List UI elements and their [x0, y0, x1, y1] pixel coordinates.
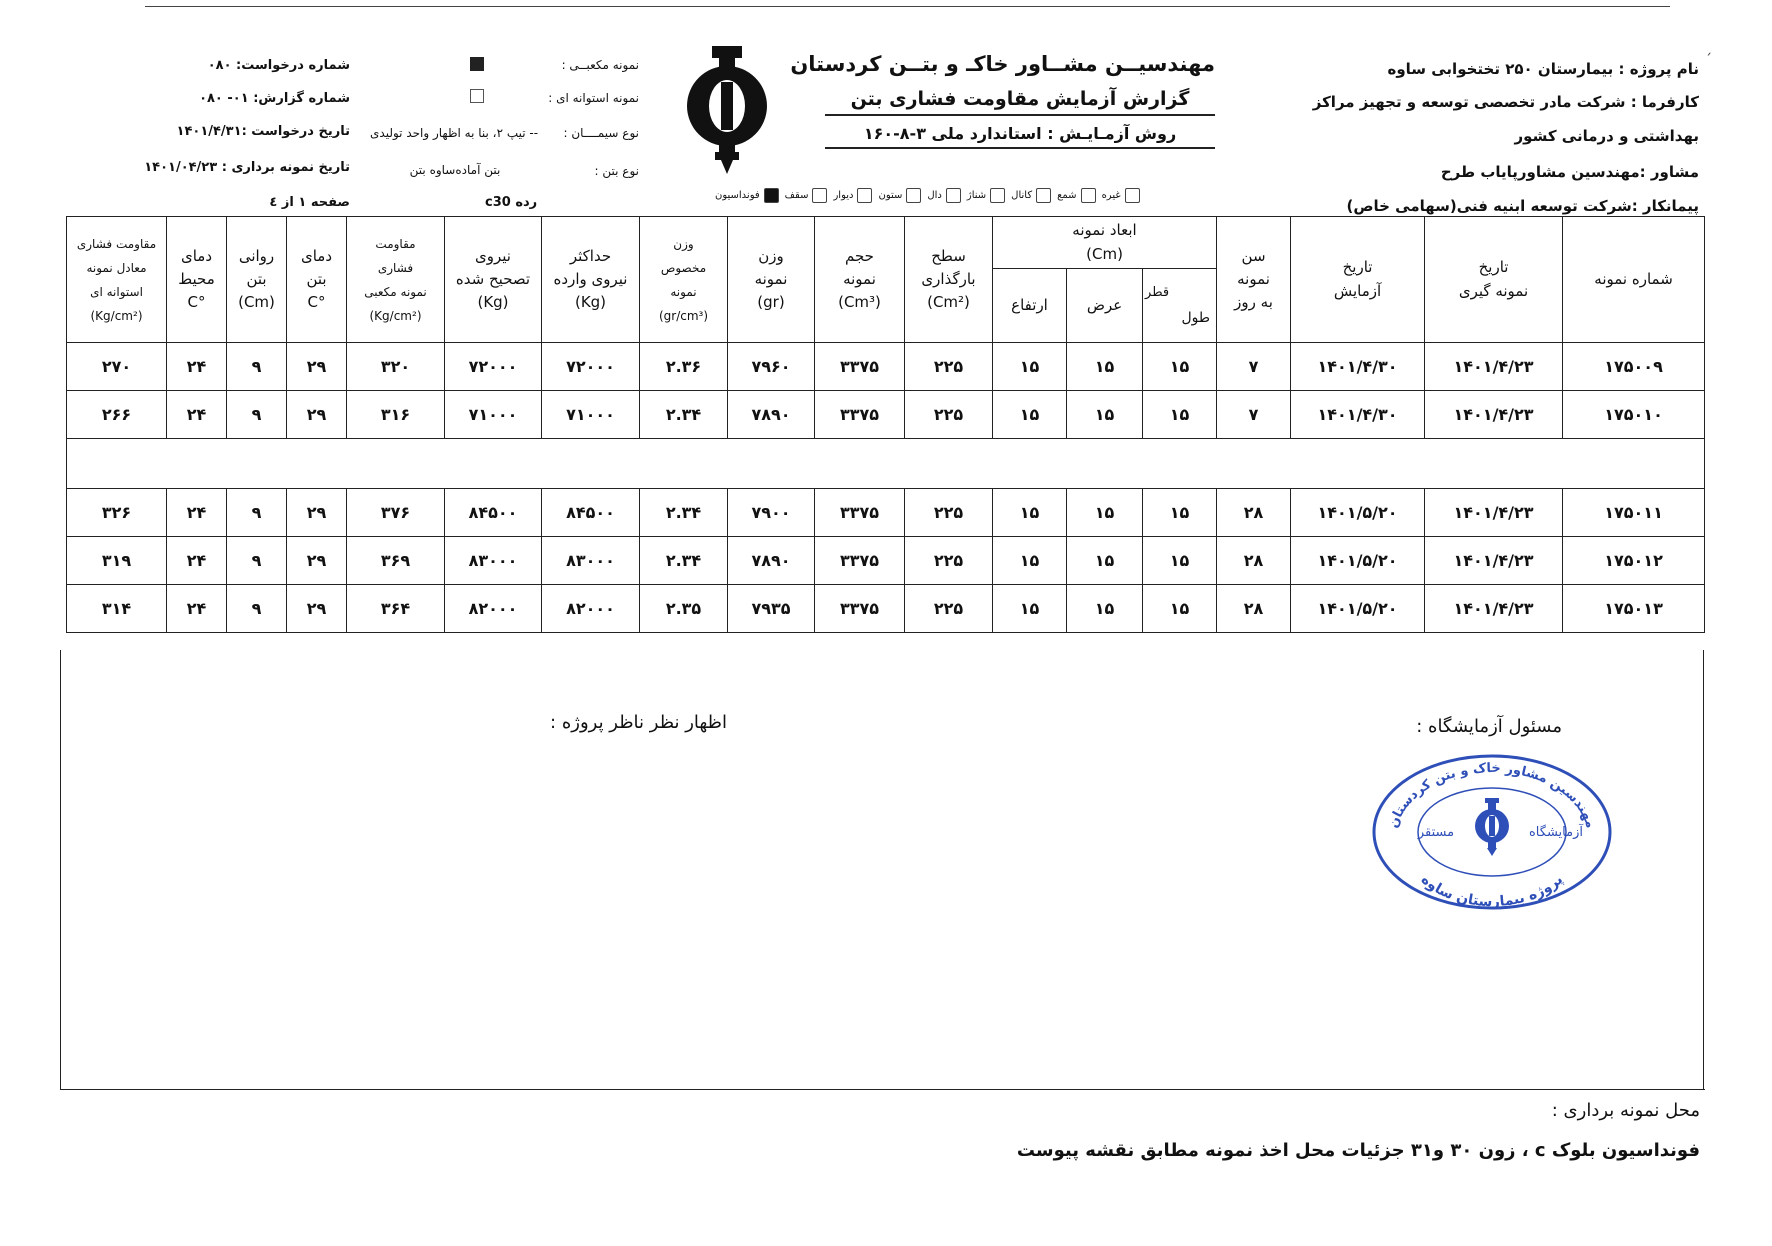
table-cell: ۲.۳۴ [640, 391, 728, 439]
element-foundation-checkbox[interactable] [764, 188, 779, 203]
element-foundation[interactable]: فونداسیون [715, 188, 779, 203]
element-channel[interactable]: کانال [1011, 188, 1051, 203]
table-cell: ۲۲۵ [905, 585, 993, 633]
table-cell: ۳۱۴ [67, 585, 167, 633]
th-dimensions: ابعاد نمونه (Cm) [993, 217, 1217, 269]
test-method: روش آزمـایـش : استاندارد ملی ۳-۸-۱۶۰ [825, 124, 1215, 149]
element-other-checkbox[interactable] [1125, 188, 1140, 203]
table-cell: ۱۵ [993, 489, 1067, 537]
th-height: ارتفاع [993, 269, 1067, 343]
table-cell: ۲۲۵ [905, 489, 993, 537]
th-ambient-temp: دمای محیط °C [167, 217, 227, 343]
stamp-resident-word: مستقر [1417, 825, 1455, 840]
th-weight: وزن نمونه (gr) [728, 217, 815, 343]
table-cell: ۱۵ [1143, 391, 1217, 439]
table-row [67, 537, 1705, 585]
concrete-type-value: بتن آماده‌ساوه بتن [409, 163, 501, 177]
table-cell: ۱۴۰۱/۴/۲۳ [1425, 489, 1563, 537]
table-cell: ۲۷۰ [67, 343, 167, 391]
table-cell: ۱۴۰۱/۴/۳۰ [1291, 391, 1425, 439]
table-cell: ۲.۳۵ [640, 585, 728, 633]
element-other[interactable]: غیره [1102, 188, 1140, 203]
sampling-date: تاریخ نمونه برداری : ۱۴۰۱/۰۴/۲۳ [144, 160, 350, 175]
table-cell: ۱۴۰۱/۵/۲۰ [1291, 585, 1425, 633]
table-cell: ۲.۳۶ [640, 343, 728, 391]
element-tie-beam[interactable]: شناژ [967, 188, 1005, 203]
table-cell: ۱۴۰۱/۵/۲۰ [1291, 489, 1425, 537]
table-spacer-row [67, 439, 1705, 489]
th-cylinder-strength: مقاومت فشاری معادل نمونه استوانه ای (Kg/cm²) [67, 217, 167, 343]
table-cell: ۲۸ [1217, 537, 1291, 585]
table-cell: ۳۳۷۵ [815, 585, 905, 633]
table-cell: ۱۵ [1143, 585, 1217, 633]
company-logo [677, 44, 777, 194]
th-slump: روانی بتن (Cm) [227, 217, 287, 343]
table-cell: ۱۷۵۰۰۹ [1563, 343, 1705, 391]
employer-line-1: کارفرما : شرکت مادر تخصصی توسعه و تجهیز مراکز [1312, 93, 1699, 111]
table-cell: ۳۱۶ [347, 391, 445, 439]
cube-sample-label: نمونه مکعبــی : [561, 58, 639, 72]
request-date: تاریخ درخواست :۱۴۰۱/۴/۳۱ [176, 124, 350, 139]
table-cell: ۷۹۳۵ [728, 585, 815, 633]
frame-right-border [1703, 650, 1704, 1090]
table-cell: ۹ [227, 537, 287, 585]
table-cell: ۷۹۶۰ [728, 343, 815, 391]
th-sample-no: شماره نمونه [1563, 217, 1705, 343]
table-cell: ۷۸۹۰ [728, 537, 815, 585]
table-cell: ۱۴۰۱/۴/۳۰ [1291, 343, 1425, 391]
report-title: گزارش آزمایش مقاومت فشاری بتن [825, 88, 1215, 116]
stamp-project-text: پروژه بیمارستان ساوه [1417, 871, 1567, 910]
element-column[interactable]: ستون [878, 188, 921, 203]
element-slab-roof[interactable]: سقف [785, 188, 828, 203]
element-wall-checkbox[interactable] [857, 188, 872, 203]
table-cell: ۷ [1217, 391, 1291, 439]
table-cell: ۱۵ [993, 537, 1067, 585]
stamp-ring-text: مهندسین مشاور خاک و بتن کردستان [1386, 760, 1598, 831]
element-slab-roof-checkbox[interactable] [812, 188, 827, 203]
table-cell: ۹ [227, 391, 287, 439]
element-pile[interactable]: شمع [1057, 188, 1095, 203]
table-cell: ۱۵ [993, 343, 1067, 391]
table-cell: ۷۸۹۰ [728, 391, 815, 439]
table-cell: ۱۵ [1067, 391, 1143, 439]
table-cell: ۱۵ [1067, 537, 1143, 585]
table-cell: ۱۴۰۱/۴/۲۳ [1425, 343, 1563, 391]
table-cell: ۱۴۰۱/۴/۲۳ [1425, 537, 1563, 585]
table-cell: ۲۴ [167, 537, 227, 585]
employer-line-2: بهداشتی و درمانی کشور [1514, 127, 1699, 145]
table-cell: ۷۱۰۰۰ [542, 391, 640, 439]
table-cell: ۸۴۵۰۰ [445, 489, 542, 537]
table-cell: ۱۷۵۰۱۱ [1563, 489, 1705, 537]
table-cell: ۷۲۰۰۰ [542, 343, 640, 391]
th-area: سطح بارگذاری (Cm²) [905, 217, 993, 343]
table-cell: ۳۳۷۵ [815, 537, 905, 585]
table-cell: ۲۴ [167, 343, 227, 391]
table-cell: ۲۲۵ [905, 343, 993, 391]
table-cell: ۲۸ [1217, 585, 1291, 633]
table-cell: ۱۴۰۱/۴/۲۳ [1425, 391, 1563, 439]
corner-mark: ˏ [1705, 40, 1712, 56]
cube-sample-checkbox[interactable] [470, 57, 484, 71]
th-max-force: حداکثر نیروی وارده (Kg) [542, 217, 640, 343]
supervisor-comment-label: اظهار نظر ناظر پروژه : [550, 712, 727, 733]
table-row [67, 585, 1705, 633]
table-cell: ۳۳۷۵ [815, 343, 905, 391]
th-age: سن نمونه به روز [1217, 217, 1291, 343]
table-cell: ۲.۳۴ [640, 489, 728, 537]
table-cell: ۱۵ [1143, 537, 1217, 585]
cement-type-value: -- تیپ ۲، بنا به اظهار واحد تولیدی [370, 126, 539, 140]
table-cell: ۸۲۰۰۰ [445, 585, 542, 633]
table-cell: ۲۹ [287, 343, 347, 391]
table-cell: ۱۵ [1067, 343, 1143, 391]
concrete-grade: رده c30 [485, 195, 538, 210]
cement-type-label: نوع سیمــــان : [563, 126, 639, 140]
lab-manager-label: مسئول آزمایشگاه : [1416, 716, 1562, 737]
table-cell: ۳۲۶ [67, 489, 167, 537]
table-row [67, 489, 1705, 537]
stamp-lab-word: آزمایشگاه [1529, 825, 1583, 840]
element-wall[interactable]: دیوار [833, 188, 872, 203]
table-cell: ۸۳۰۰۰ [542, 537, 640, 585]
th-width: عرض [1067, 269, 1143, 343]
table-cell: ۲.۳۴ [640, 537, 728, 585]
table-cell: ۳۶۴ [347, 585, 445, 633]
results-table [66, 216, 1705, 633]
table-cell: ۷۱۰۰۰ [445, 391, 542, 439]
table-cell: ۲۹ [287, 489, 347, 537]
table-cell: ۲۴ [167, 489, 227, 537]
table-cell: ۳۱۹ [67, 537, 167, 585]
th-volume: حجم نمونه (Cm³) [815, 217, 905, 343]
element-channel-checkbox[interactable] [1036, 188, 1051, 203]
sampling-location-value: فونداسیون بلوک c ، زون ۳۰ و۳۱ جزئیات محل اخذ نمونه مطابق نقشه پیوست [1016, 1140, 1700, 1161]
table-cell: ۷۲۰۰۰ [445, 343, 542, 391]
page-number: صفحه ۱ از ٤ [269, 195, 350, 210]
table-cell: ۹ [227, 585, 287, 633]
table-cell: ۳۳۷۵ [815, 489, 905, 537]
element-tie-beam-checkbox[interactable] [990, 188, 1005, 203]
table-cell: ۲۲۵ [905, 391, 993, 439]
table-cell: ۷ [1217, 343, 1291, 391]
table-cell: ۱۷۵۰۱۳ [1563, 585, 1705, 633]
concrete-type-label: نوع بتن : [594, 164, 639, 178]
consultant: مشاور :مهندسین مشاورپایاب طرح [1440, 163, 1699, 181]
table-cell: ۸۲۰۰۰ [542, 585, 640, 633]
cylinder-sample-checkbox[interactable] [470, 89, 484, 103]
svg-text:پروژه بیمارستان ساوه [1418, 872, 1566, 910]
cylinder-sample-label: نمونه استوانه ای : [548, 91, 639, 105]
table-cell: ۲۹ [287, 585, 347, 633]
table-cell: ۲۲۵ [905, 537, 993, 585]
table-cell: ۲۴ [167, 391, 227, 439]
project-name: نام پروژه : بیمارستان ۲۵۰ تختخوابی ساوه [1387, 60, 1699, 78]
table-cell: ۸۳۰۰۰ [445, 537, 542, 585]
table-cell: ۸۴۵۰۰ [542, 489, 640, 537]
th-sampling-date: تاریخ نمونه گیری [1425, 217, 1563, 343]
table-cell: ۱۴۰۱/۵/۲۰ [1291, 537, 1425, 585]
table-cell: ۱۵ [1143, 343, 1217, 391]
lab-stamp [1368, 748, 1616, 910]
contractor: پیمانکار :شرکت توسعه ابنیه فنی(سهامی خاص) [1346, 197, 1699, 215]
table-cell: ۱۵ [993, 391, 1067, 439]
sampling-location-label: محل نمونه برداری : [1551, 1100, 1700, 1121]
table-cell: ۱۴۰۱/۴/۲۳ [1425, 585, 1563, 633]
th-length-diameter: طول قطر [1143, 269, 1217, 343]
table-cell: ۹ [227, 343, 287, 391]
table-cell: ۱۷۵۰۱۲ [1563, 537, 1705, 585]
top-border-line [145, 6, 1670, 7]
element-pile-checkbox[interactable] [1081, 188, 1096, 203]
table-cell: ۲۸ [1217, 489, 1291, 537]
table-cell: ۱۵ [993, 585, 1067, 633]
table-cell: ۳۶۹ [347, 537, 445, 585]
table-cell: ۳۷۶ [347, 489, 445, 537]
table-cell: ۱۷۵۰۱۰ [1563, 391, 1705, 439]
table-cell: ۲۴ [167, 585, 227, 633]
element-type-row [715, 188, 1243, 203]
frame-bottom-border [60, 1089, 1705, 1090]
th-concrete-temp: دمای بتن °C [287, 217, 347, 343]
request-number: شماره درخواست: ۰۸۰ [207, 58, 350, 73]
element-column-checkbox[interactable] [906, 188, 921, 203]
table-cell: ۱۵ [1067, 585, 1143, 633]
th-cube-strength: مقاومت فشاری نمونه مکعبی (Kg/cm²) [347, 217, 445, 343]
table-cell: ۳۳۷۵ [815, 391, 905, 439]
table-row [67, 343, 1705, 391]
th-test-date: تاریخ آزمایش [1291, 217, 1425, 343]
table-cell: ۷۹۰۰ [728, 489, 815, 537]
frame-left-border [60, 650, 61, 1090]
company-name: مهندسیــن مشــاور خاکـ و بتــن کردستان [790, 52, 1215, 76]
table-header-row-1 [67, 217, 1705, 269]
table-row [67, 391, 1705, 439]
element-slab[interactable]: دال [927, 188, 961, 203]
th-density: وزن مخصوص نمونه (gr/cm³) [640, 217, 728, 343]
table-cell: ۲۹ [287, 391, 347, 439]
table-cell: ۲۶۶ [67, 391, 167, 439]
report-number: شماره گزارش: ۰۱- ۰۸۰ [199, 91, 350, 106]
th-corrected-force: نیروی تصحیح شده (Kg) [445, 217, 542, 343]
table-cell: ۱۵ [1143, 489, 1217, 537]
table-cell: ۲۹ [287, 537, 347, 585]
element-slab-checkbox[interactable] [946, 188, 961, 203]
table-cell: ۳۲۰ [347, 343, 445, 391]
table-cell: ۹ [227, 489, 287, 537]
table-cell: ۱۵ [1067, 489, 1143, 537]
